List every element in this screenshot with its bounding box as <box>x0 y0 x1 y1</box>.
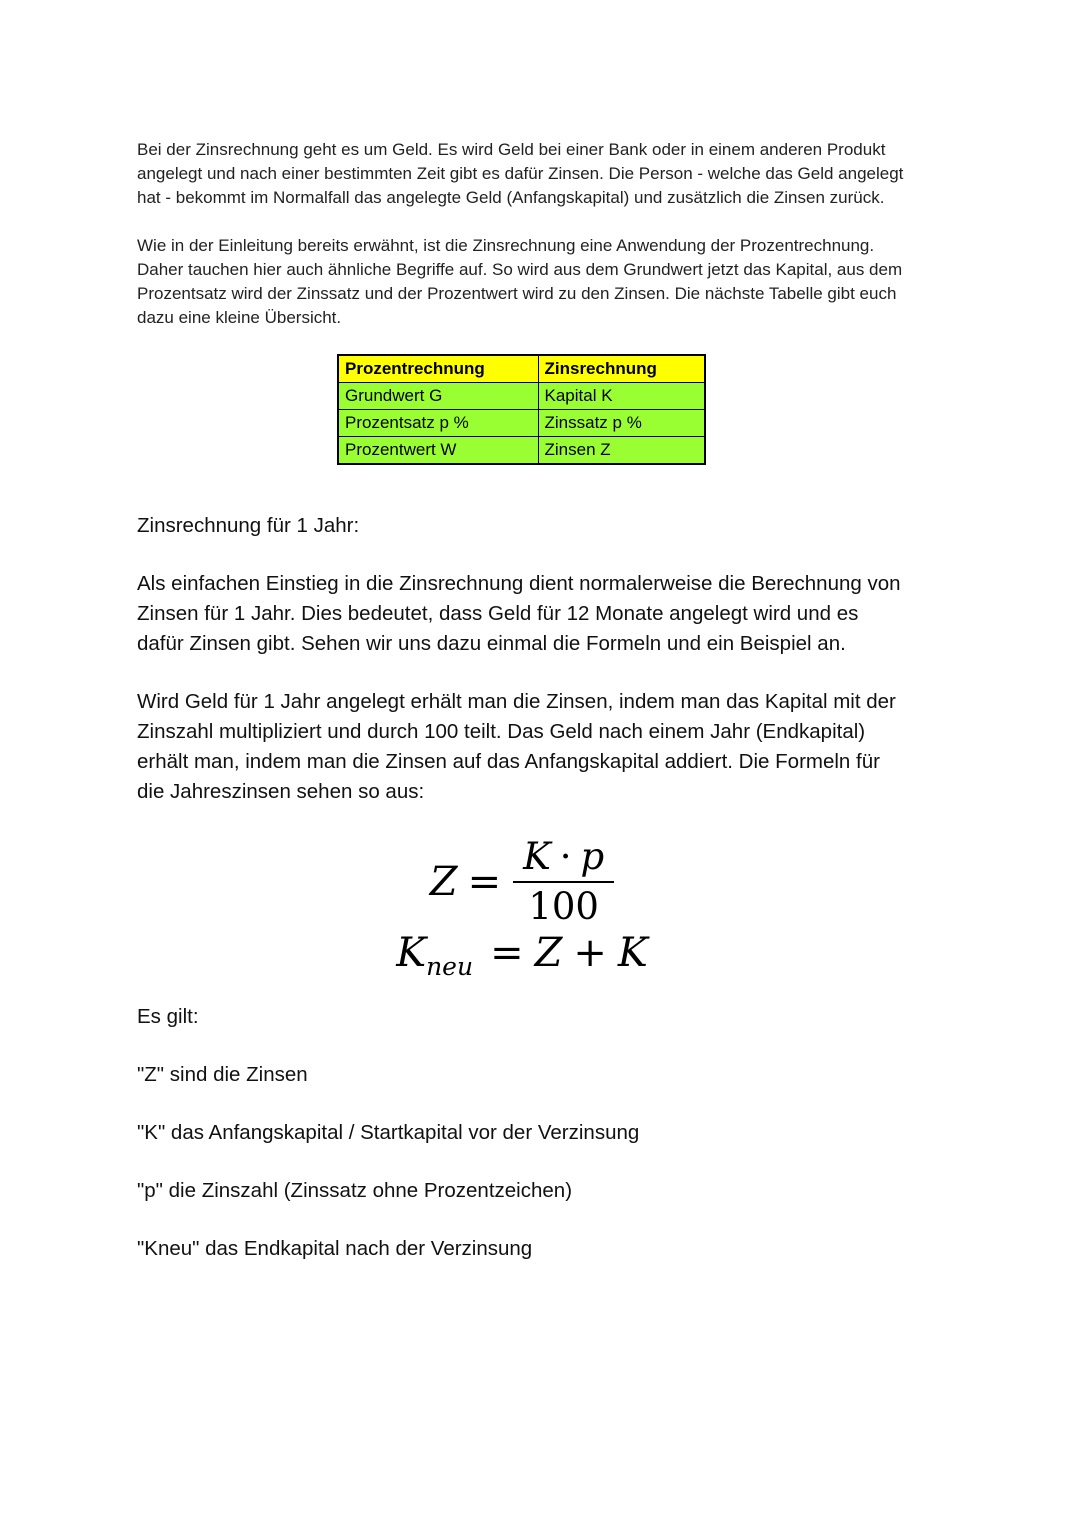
multiplication-dot: · <box>559 835 572 878</box>
equals-sign: = <box>467 858 502 905</box>
table-cell: Zinsen Z <box>538 437 705 465</box>
table-header-prozentrechnung: Prozentrechnung <box>338 355 538 383</box>
table-header-row <box>338 355 705 383</box>
definition-p: "p" die Zinszahl (Zinssatz ohne Prozentzeichen) <box>137 1179 573 1202</box>
formula-var-kneu: K <box>396 930 427 976</box>
plus-sign: + <box>573 930 607 976</box>
equals-sign: = <box>490 930 524 976</box>
es-gilt-label: Es gilt: <box>137 1005 199 1028</box>
formula-var-k2: K <box>617 930 648 976</box>
definition-kneu: "Kneu" das Endkapital nach der Verzinsung <box>137 1237 533 1260</box>
table-cell: Prozentsatz p % <box>338 410 538 437</box>
table-cell: Grundwert G <box>338 383 538 410</box>
interest-formula <box>137 835 907 981</box>
comparison-table <box>337 354 706 465</box>
fraction-denominator: 100 <box>528 885 599 928</box>
document-content <box>137 138 917 1264</box>
table-cell: Kapital K <box>538 383 705 410</box>
definition-z: "Z" sind die Zinsen <box>137 1063 308 1086</box>
formula-var-p: p <box>580 835 605 878</box>
table-row <box>338 410 705 437</box>
paragraph-intro-terms: Wie in der Einleitung bereits erwähnt, ist die Zinsrechnung eine Anwendung der Prozentrechnung. Daher tauchen hier auch ähnliche Begriffe auf. So wird aus dem Grundwert jetzt das Kapital, aus dem Prozentsatz wird der Zinssatz und der Prozentwert wird zu den Zinsen. Die nächste Tabelle gibt euch dazu eine kleine Übersicht. <box>137 236 903 327</box>
formula-var-z2: Z <box>534 930 563 976</box>
formula-fraction <box>513 835 614 928</box>
table-row <box>338 437 705 465</box>
section-heading: Zinsrechnung für 1 Jahr: <box>137 514 360 537</box>
formula-subscript-neu: neu <box>426 952 474 981</box>
table-row <box>338 383 705 410</box>
paragraph-intro-money: Bei der Zinsrechnung geht es um Geld. Es wird Geld bei einer Bank oder in einem anderen Produkt angelegt und nach einer bestimmten Zeit gibt es dafür Zinsen. Die Person - welche das Geld angelegt hat - bekommt im Normalfall das angelegte Geld (Anfangskapital) und zusätzlich die Zinsen zurück. <box>137 140 904 207</box>
formula-line-zins <box>430 835 614 928</box>
table-header-zinsrechnung: Zinsrechnung <box>538 355 705 383</box>
formula-var-k: K <box>523 835 551 878</box>
formula-var-z: Z <box>429 858 458 905</box>
fraction-numerator <box>513 835 614 883</box>
table-cell: Zinssatz p % <box>538 410 705 437</box>
paragraph-formula-intro: Wird Geld für 1 Jahr angelegt erhält man die Zinsen, indem man das Kapital mit der Zinszahl multipliziert und durch 100 teilt. Das Geld nach einem Jahr (Endkapital) erhält man, indem man die Zinsen auf das Anfangskapital addiert. Die Formeln für die Jahreszinsen sehen so aus: <box>137 690 896 803</box>
paragraph-one-year-intro: Als einfachen Einstieg in die Zinsrechnung dient normalerweise die Berechnung von Zinsen für 1 Jahr. Dies bedeutet, dass Geld für 12 Monate angelegt wird und es dafür Zinsen gibt. Sehen wir uns dazu einmal die Formeln und ein Beispiel an. <box>137 572 901 655</box>
definition-k: "K" das Anfangskapital / Startkapital vor der Verzinsung <box>137 1121 640 1144</box>
formula-line-endkapital <box>396 930 648 981</box>
table-cell: Prozentwert W <box>338 437 538 465</box>
